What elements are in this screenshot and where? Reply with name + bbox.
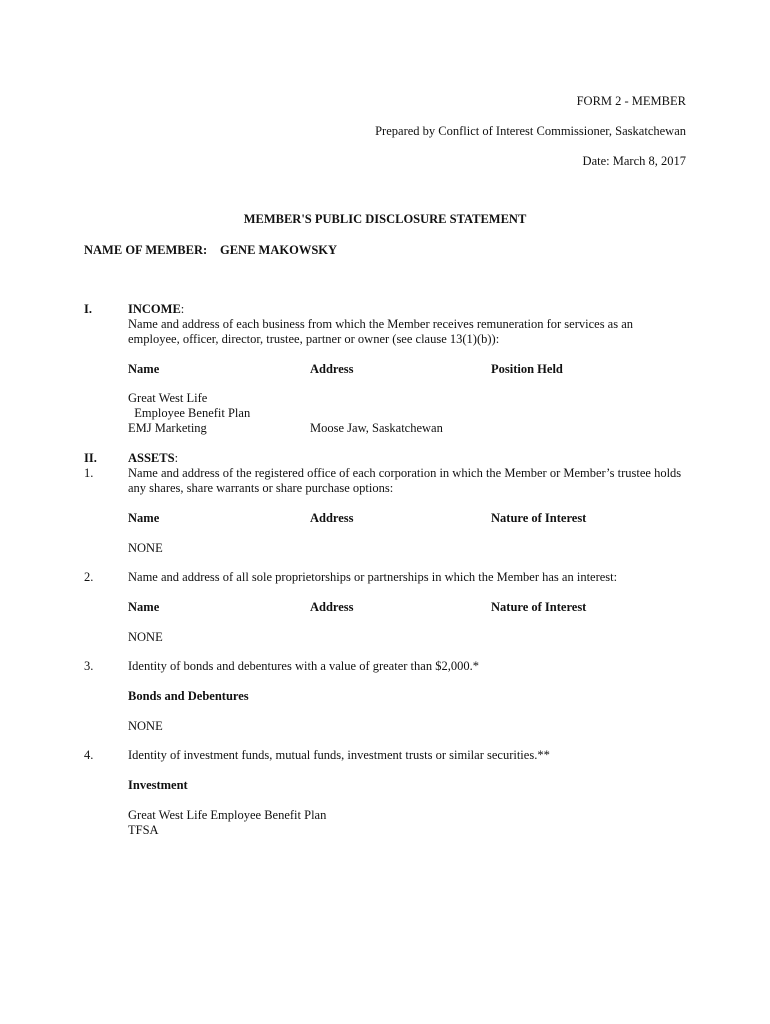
assets-item1-col-nature: Nature of Interest	[491, 511, 587, 525]
assets-item3-number: 3.	[84, 659, 94, 673]
income-heading-colon: :	[180, 302, 185, 316]
assets-item1-col-name: Name	[128, 511, 160, 525]
assets-item1-number: 1.	[84, 466, 94, 480]
assets-item2-value: NONE	[128, 630, 163, 644]
assets-item3-text: Identity of bonds and debentures with a value of greater than $2,000.*	[128, 659, 479, 673]
assets-item1-value: NONE	[128, 541, 163, 555]
assets-item4-value: Great West Life Employee Benefit Plan	[128, 808, 327, 822]
income-row-address: Moose Jaw, Saskatchewan	[310, 421, 443, 435]
assets-item3-heading: Bonds and Debentures	[128, 689, 249, 703]
income-row-name: EMJ Marketing	[128, 421, 207, 435]
income-col-position: Position Held	[491, 362, 563, 376]
assets-item2-col-nature: Nature of Interest	[491, 600, 587, 614]
form-date: Date: March 8, 2017	[582, 154, 686, 168]
income-row-name: Employee Benefit Plan	[128, 406, 251, 420]
income-col-address: Address	[310, 362, 354, 376]
member-name: GENE MAKOWSKY	[220, 243, 338, 257]
assets-item4-text: Identity of investment funds, mutual funds, investment trusts or similar securities.**	[128, 748, 550, 762]
assets-item1-text-line1: Name and address of the registered office of each corporation in which the Member or Member’s trustee holds	[128, 466, 682, 480]
prepared-by: Prepared by Conflict of Interest Commissioner, Saskatchewan	[375, 124, 686, 138]
income-numeral: I.	[84, 302, 92, 316]
member-name-label: NAME OF MEMBER:	[84, 243, 208, 257]
assets-item3-value: NONE	[128, 719, 163, 733]
assets-item1-text-line2: any shares, share warrants or share purchase options:	[128, 481, 394, 495]
assets-item2-col-address: Address	[310, 600, 354, 614]
assets-heading: ASSETS	[128, 451, 175, 465]
assets-heading-colon: :	[174, 451, 179, 465]
assets-item2-col-name: Name	[128, 600, 160, 614]
assets-item4-heading: Investment	[128, 778, 188, 792]
form-number: FORM 2 - MEMBER	[576, 94, 686, 108]
assets-item1-col-address: Address	[310, 511, 354, 525]
assets-item4-value: TFSA	[128, 823, 159, 837]
income-heading: INCOME	[128, 302, 181, 316]
income-col-name: Name	[128, 362, 160, 376]
income-row-name: Great West Life	[128, 391, 208, 405]
assets-numeral: II.	[84, 451, 97, 465]
page-title: MEMBER'S PUBLIC DISCLOSURE STATEMENT	[243, 212, 527, 226]
assets-item2-text: Name and address of all sole proprietorships or partnerships in which the Member has an interest:	[128, 570, 618, 584]
income-heading-line	[128, 302, 184, 317]
income-description-line1: Name and address of each business from which the Member receives remuneration for services as an	[128, 317, 634, 331]
assets-heading-line	[128, 451, 178, 466]
assets-item2-number: 2.	[84, 570, 94, 584]
assets-item4-number: 4.	[84, 748, 94, 762]
income-description-line2: employee, officer, director, trustee, partner or owner (see clause 13(1)(b)):	[128, 332, 500, 346]
